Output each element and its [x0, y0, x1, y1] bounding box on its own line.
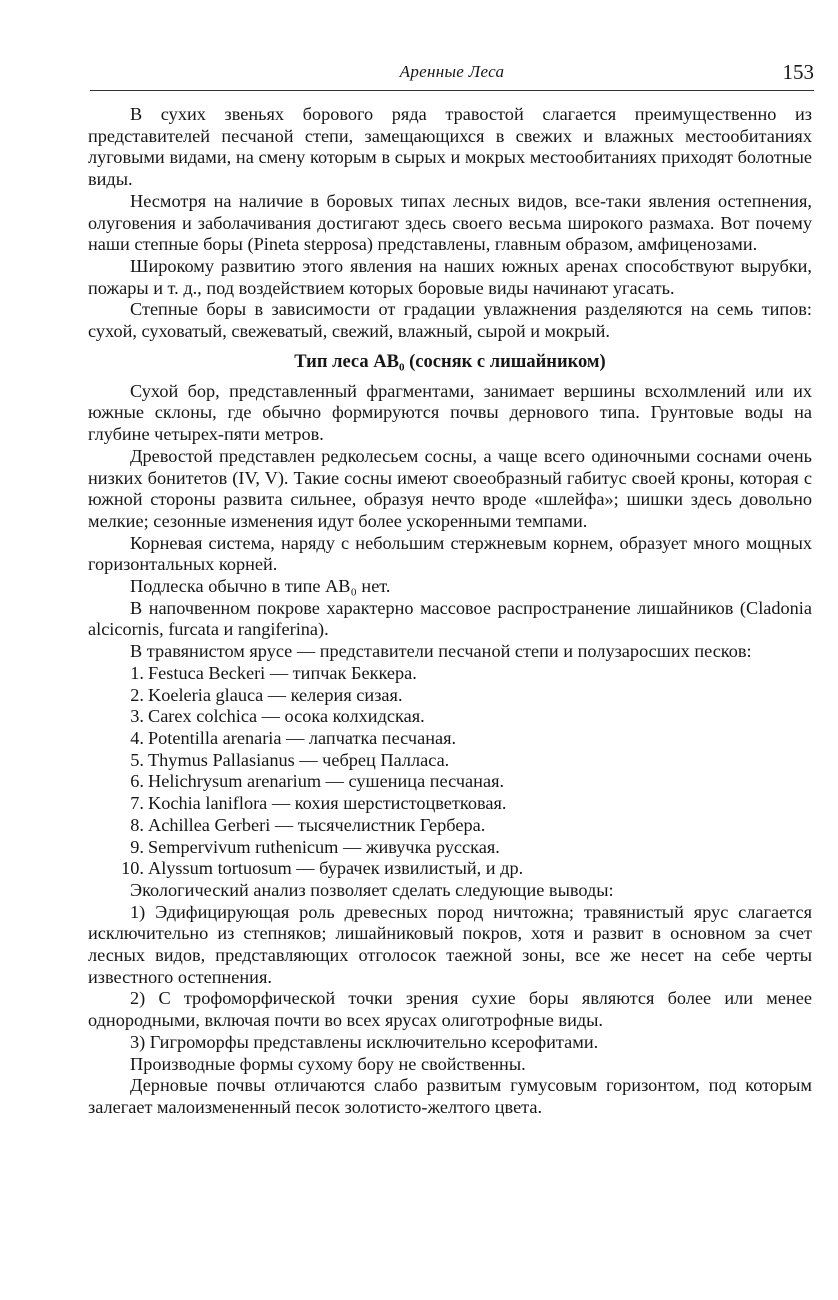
section-heading: Тип леса AB₀ (сосняк с лишайником) [294, 351, 606, 372]
paragraph: 1) Эдифицирующая роль древесных пород ничтожна; травянистый ярус слагается исключительно из степняков; лишайниковый покров, хотя и развит в основном за счет лесных видов, представляющих отголосок таежной зоны, все же несет на себе черты известного остепнения. [88, 901, 812, 987]
list-item [88, 815, 812, 837]
page-header [90, 60, 814, 94]
list-item [88, 837, 812, 859]
paragraph: Подлеска обычно в типе AB₀ нет. [130, 576, 391, 597]
list-item-number: 2. [130, 684, 144, 705]
paragraph: Широкому развитию этого явления на наших южных аренах способствуют вырубки, пожары и т. д., под воздействием которых боровые виды начинают угасать. [88, 255, 812, 298]
list-item [88, 706, 812, 728]
paragraph: Древостой представлен редколесьем сосны, а чаще всего одиночными соснами очень низких бонитетов (IV, V). Такие сосны имеют своеобразный габитус своей кроны, которая с южной стороны развита сильнее, образуя нечто вроде «шлейфа»; шишки здесь довольно мелкие; сезонные изменения идут более ускоренными темпами. [88, 445, 812, 531]
list-item-number: 6. [130, 771, 144, 792]
list-item-text: Koeleria glauca — келерия сизая. [148, 684, 403, 705]
list-item-number: 10. [121, 858, 144, 879]
list-item [88, 793, 812, 815]
page-body [88, 104, 812, 1119]
paragraph: Степные боры в зависимости от градации увлажнения разделяются на семь типов: сухой, суховатый, свежеватый, свежий, влажный, сырой и мокрый. [88, 299, 812, 342]
paragraph: Дерновые почвы отличаются слабо развитым гумусовым горизонтом, под которым залегает малоизмененный песок золотисто-желтого цвета. [88, 1075, 812, 1117]
list-item [88, 728, 812, 750]
paragraph: 2) С трофоморфической точки зрения сухие боры являются более или менее однородными, включая почти во всех ярусах олиготрофные виды. [88, 988, 812, 1031]
list-item-text: Thymus Pallasianus — чебрец Палласа. [148, 749, 450, 770]
list-item-number: 4. [130, 727, 144, 748]
list-item [88, 750, 812, 772]
list-item-text: Kochia laniflora — кохия шерстистоцветковая. [148, 793, 507, 814]
list-item-text: Sempervivum ruthenicum — живучка русская. [148, 836, 500, 857]
list-item [88, 685, 812, 707]
header-rule [90, 90, 814, 91]
list-item-number: 7. [130, 793, 144, 814]
paragraph: В сухих звеньях борового ряда травостой слагается преимущественно из представителей песчаной степи, замещающихся в свежих и влажных местообитаниях луговыми видами, на смену которым в сырых и мокрых местообитаниях приходят болотные виды. [88, 104, 812, 190]
paragraph: Производные формы сухому бору не свойственны. [130, 1053, 526, 1074]
paragraph: В травянистом ярусе — представители песчаной степи и полузаросших песков: [130, 641, 752, 662]
paragraph: В напочвенном покрове характерно массовое распространение лишайников (Cladonia alcicornis, furcata и rangiferina). [88, 597, 812, 640]
paragraph: Несмотря на наличие в боровых типах лесных видов, все-таки явления остепнения, олуговения и заболачивания достигают здесь своего весьма широкого размаха. Вот почему наши степные боры (Pineta stepposa) представлены, главным образом, амфиценозами. [88, 190, 812, 255]
running-title: Аренные Леса [399, 62, 505, 81]
paragraph: 3) Гигроморфы представлены исключительно ксерофитами. [130, 1031, 599, 1052]
list-item-number: 3. [130, 706, 144, 727]
page-number: 153 [782, 60, 814, 84]
species-list [88, 663, 812, 880]
list-item-text: Festuca Beckeri — типчак Беккера. [148, 662, 417, 683]
list-item-number: 1. [130, 662, 144, 683]
list-item-number: 8. [130, 814, 144, 835]
paragraph: Сухой бор, представленный фрагментами, занимает вершины всхолмлений или их южные склоны, где обычно формируются почвы дернового типа. Грунтовые воды на глубине четырех-пяти метров. [88, 380, 812, 445]
paragraph: Корневая система, наряду с небольшим стержневым корнем, образует много мощных горизонтальных корней. [88, 532, 812, 575]
list-item-text: Helichrysum arenarium — сушеница песчаная. [148, 771, 505, 792]
list-item-number: 9. [130, 836, 144, 857]
list-item-text: Carex colchica — осока колхидская. [148, 706, 425, 727]
list-item-text: Achillea Gerberi — тысячелистник Гербера. [148, 814, 486, 835]
paragraph: Экологический анализ позволяет сделать следующие выводы: [130, 879, 614, 900]
list-item-text: Alyssum tortuosum — бурачек извилистый, и др. [148, 858, 524, 879]
list-item-text: Potentilla arenaria — лапчатка песчаная. [148, 727, 457, 748]
list-item-number: 5. [130, 749, 144, 770]
list-item [88, 771, 812, 793]
list-item [88, 663, 812, 685]
list-item [88, 858, 812, 880]
